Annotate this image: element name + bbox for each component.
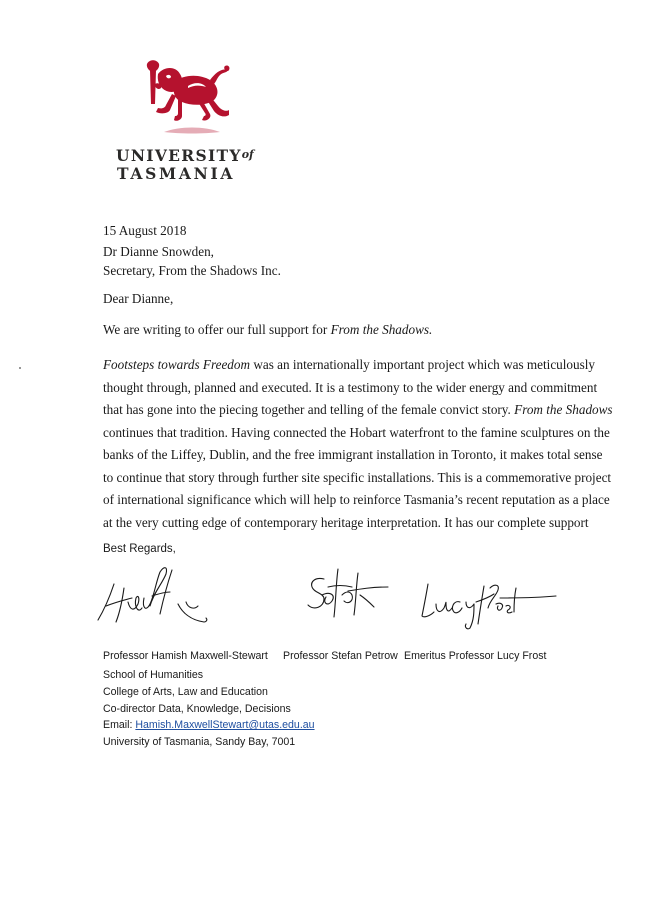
address-line: University of Tasmania, Sandy Bay, 7001: [103, 736, 296, 749]
letter-date: 15 August 2018: [103, 223, 187, 238]
recipient-block: [103, 242, 281, 280]
salutation: Dear Dianne,: [103, 291, 174, 306]
university-name-line2: TASMANIA: [117, 164, 236, 183]
intro-title: From the Shadows.: [330, 322, 433, 337]
body-line: that has gone into the piecing together and telling of the female convict story. From the Shadows: [103, 402, 613, 417]
signatory-name: Professor Stefan Petrow: [283, 650, 398, 662]
email-label: Email:: [103, 719, 136, 732]
body-line: continues that tradition. Having connected the Hobart waterfront to the famine sculptures on the: [103, 424, 610, 440]
body-line: to continue that story through further site specific installations. This is a commemorative project: [103, 469, 612, 485]
email-line: [103, 717, 315, 734]
signatory-name: Emeritus Professor Lucy Frost: [404, 650, 547, 662]
body-line: thought through, planned and executed. It is a testimony to the wider energy and commitment: [103, 379, 598, 395]
scan-speck: [19, 367, 21, 369]
recipient-name: Dr Dianne Snowden,: [103, 244, 214, 259]
intro-paragraph: We are writing to offer our full support for From the Shadows.: [103, 322, 433, 337]
email-link[interactable]: Hamish.MaxwellStewart@utas.edu.au: [135, 719, 315, 732]
body-line: Footsteps towards Freedom was an internationally important project which was meticulously: [103, 357, 596, 372]
university-name-line1: UNIVERSITYof: [116, 146, 254, 165]
university-name: [116, 146, 256, 183]
body-line: of international significance which will help to reinforce Tasmania’s recent reputation as a place: [103, 492, 610, 507]
lion-crest-icon: [130, 60, 230, 140]
signature-frost: [416, 578, 560, 630]
body-line: at the very cutting edge of contemporary heritage interpretation. It has our complete support: [103, 514, 589, 530]
body-line: banks of the Liffey, Dublin, and the free immigrant installation in Toronto, it makes total sense: [103, 447, 603, 462]
signatory-name: Professor Hamish Maxwell-Stewart: [103, 650, 268, 662]
signature-maxwell-stewart: [94, 562, 214, 634]
closing: Best Regards,: [103, 543, 176, 555]
school-line: School of Humanities: [103, 669, 204, 681]
signature-petrow: [302, 565, 394, 623]
role-line: Co-director Data, Knowledge, Decisions: [103, 702, 291, 715]
college-line: College of Arts, Law and Education: [103, 685, 268, 698]
contact-details: [103, 667, 315, 751]
recipient-title: Secretary, From the Shadows Inc.: [103, 263, 281, 278]
body-paragraph: [103, 354, 613, 534]
